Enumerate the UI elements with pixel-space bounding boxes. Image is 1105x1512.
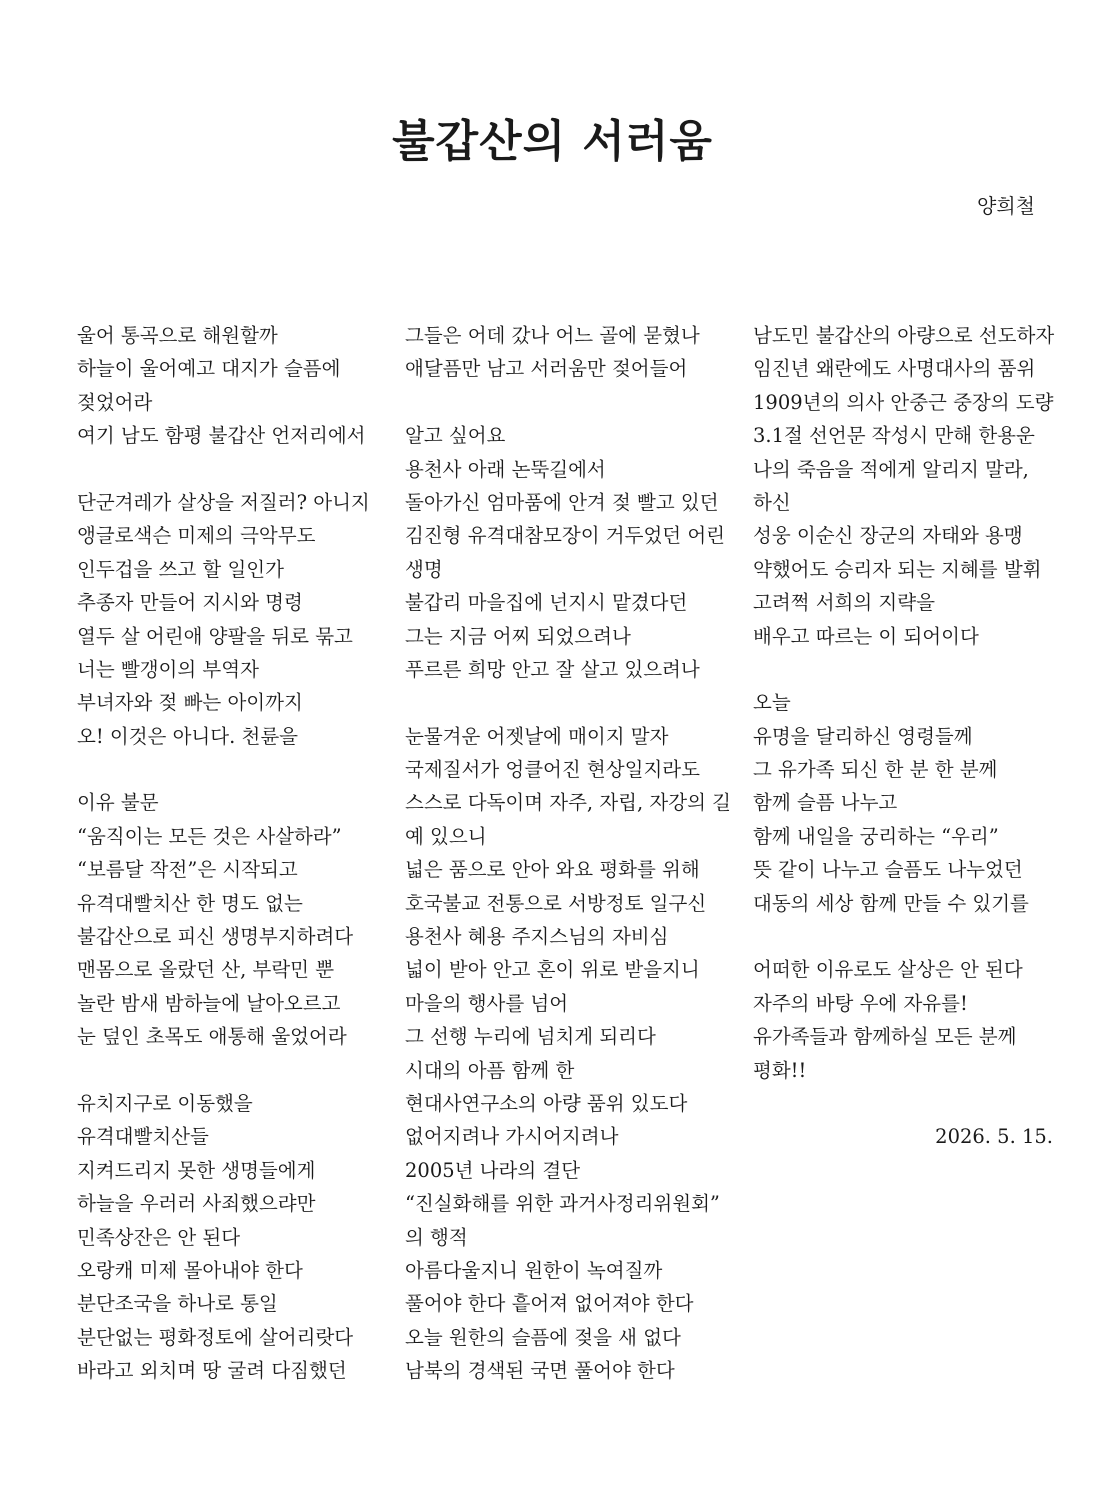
poem-line: 그 유가족 되신 한 분 한 분께 (753, 758, 998, 782)
poem-line: 하신 (753, 490, 791, 514)
poem-line (753, 1087, 1053, 1120)
poem-line (77, 1054, 370, 1087)
poem-line: 호국불교 전통으로 서방정토 일구신 (405, 891, 707, 915)
poem-line: 단군겨레가 살상을 저질러? 아니지 (77, 490, 370, 514)
poem-column-2 (405, 319, 731, 1388)
poem-line: 불갑산으로 피신 생명부지하려다 (77, 925, 354, 949)
poem-line: 함께 슬픔 나누고 (753, 791, 898, 815)
poem-line: 그들은 어데 갔나 어느 골에 묻혔나 (405, 324, 700, 347)
poem-line: 김진형 유격대참모장이 거두었던 어린 (405, 524, 725, 548)
poem-line: 맨몸으로 올랐던 산, 부락민 뿐 (77, 958, 335, 982)
poem-line: 국제질서가 엉클어진 현상일지라도 (405, 758, 700, 782)
poem-line: 하늘을 우러러 사죄했으랴만 (77, 1192, 316, 1216)
poem-line: 용천사 혜용 주지스님의 자비심 (405, 925, 669, 949)
poem-line: 분단없는 평화정토에 살어리랏다 (77, 1325, 354, 1349)
poem-line: 유격대빨치산 한 명도 없는 (77, 891, 303, 915)
poem-line: 이유 불문 (77, 791, 159, 815)
poem-line: 넓이 받아 안고 혼이 위로 받을지니 (405, 958, 700, 982)
poem-line: 약했어도 승리자 되는 지혜를 발휘 (753, 557, 1042, 581)
poem-line: 자주의 바탕 우에 자유를! (753, 991, 968, 1015)
poem-line (753, 920, 1053, 953)
poem-line: 마을의 행사를 넘어 (405, 991, 569, 1015)
poem-line: 예 있으니 (405, 824, 487, 848)
poem-line: 뜻 같이 나누고 슬픔도 나누었던 (753, 858, 1023, 882)
poem-line: 없어지려나 가시어지려나 (405, 1125, 619, 1149)
poem-column-1 (77, 319, 370, 1388)
poem-line: 눈물겨운 어젯날에 매이지 말자 (405, 724, 669, 748)
poem-line: 바라고 외치며 땅 굴려 다짐했던 (77, 1359, 347, 1383)
poem-line: 오! 이것은 아니다. 천륜을 (77, 724, 299, 748)
poem-line: 2005년 나라의 결단 (405, 1158, 581, 1182)
poem-line: 지켜드리지 못한 생명들에게 (77, 1158, 316, 1182)
poem-line: 유치지구로 이동했을 (77, 1091, 253, 1115)
poem-title: 불갑산의 서러움 (392, 116, 713, 167)
poem-line: 스스로 다독이며 자주, 자립, 자강의 길 (405, 791, 731, 815)
poem-line: 애달픔만 남고 서러움만 젖어들어 (405, 357, 688, 381)
poem-line: 놀란 밤새 밤하늘에 날아오르고 (77, 991, 341, 1015)
poem-line: 분단조국을 하나로 통일 (77, 1292, 278, 1316)
poem-line: 고려쩍 서희의 지략을 (753, 591, 935, 615)
poem-line: 오늘 원한의 슬픔에 젖을 새 없다 (405, 1325, 681, 1349)
poem-line: 용천사 아래 논뚝길에서 (405, 457, 606, 481)
poem-line: 현대사연구소의 아량 품위 있도다 (405, 1091, 688, 1115)
poem-line: 알고 싶어요 (405, 424, 506, 448)
poem-line: 젖었어라 (77, 390, 153, 414)
poem-line: 그 선행 누리에 넘치게 되리다 (405, 1025, 656, 1049)
poem-line: 여기 남도 함평 불갑산 언저리에서 (77, 424, 366, 448)
poem-line: 열두 살 어린애 양팔을 뒤로 묶고 (77, 624, 353, 648)
poem-line: 나의 죽음을 적에게 알리지 말라, (753, 457, 1029, 481)
poem-line: 3.1절 선언문 작성시 만해 한용운 (753, 424, 1035, 448)
poem-line: 유가족들과 함께하실 모든 분께 (753, 1025, 1017, 1049)
poem-column-3 (753, 319, 1053, 1154)
poem-line: 하늘이 울어예고 대지가 슬픔에 (77, 357, 341, 381)
poem-line: 앵글로색슨 미제의 극악무도 (77, 524, 316, 548)
poem-line: 인두겁을 쓰고 할 일인가 (77, 557, 284, 581)
poem-line: “보름달 작전”은 시작되고 (77, 858, 298, 882)
poem-line: 오늘 (753, 691, 791, 715)
poem-line: 평화!! (753, 1058, 807, 1082)
poem-line: 성웅 이순신 장군의 자태와 용맹 (753, 524, 1023, 548)
poem-line: “움직이는 모든 것은 사살하라” (77, 824, 342, 848)
poem-line (77, 453, 370, 486)
poem-line: 유명을 달리하신 영령들께 (753, 724, 973, 748)
poem-line: 너는 빨갱이의 부역자 (77, 657, 259, 681)
poem-line: 오랑캐 미제 몰아내야 한다 (77, 1258, 303, 1282)
poem-line (77, 753, 370, 786)
poem-line: 남도민 불갑산의 아량으로 선도하자 (753, 324, 1055, 347)
poem-line: 임진년 왜란에도 사명대사의 품위 (753, 357, 1036, 381)
poem-line: 대동의 세상 함께 만들 수 있기를 (753, 891, 1029, 915)
poem-line: 그는 지금 어찌 되었으려나 (405, 624, 631, 648)
poem-line: 유격대빨치산들 (77, 1125, 209, 1149)
poem-line (753, 653, 1053, 686)
poem-line: 추종자 만들어 지시와 명령 (77, 591, 303, 615)
poem-line: 울어 통곡으로 해원할까 (77, 324, 278, 347)
poem-line: 아름다울지니 원한이 녹여질까 (405, 1258, 663, 1282)
poem-line: 배우고 따르는 이 되어이다 (753, 624, 979, 648)
poem-line: 함께 내일을 궁리하는 “우리” (753, 824, 999, 848)
poem-line: 민족상잔은 안 된다 (77, 1225, 241, 1249)
poem-date: 2026. 5. 15. (935, 1125, 1053, 1149)
poem-line (405, 386, 731, 419)
poem-line (405, 686, 731, 719)
poem-line: 넓은 품으로 안아 와요 평화를 위해 (405, 858, 700, 882)
poem-line: 돌아가신 엄마품에 안겨 젖 빨고 있던 (405, 490, 719, 514)
poem-line: 눈 덮인 초목도 애통해 울었어라 (77, 1025, 347, 1049)
poem-line: 풀어야 한다 흩어져 없어져야 한다 (405, 1292, 694, 1316)
poem-line: 시대의 아픔 함께 한 (405, 1058, 575, 1082)
poem-line: 불갑리 마을집에 넌지시 맡겼다던 (405, 591, 688, 615)
poem-line: “진실화해를 위한 과거사정리위원회” (405, 1192, 720, 1216)
poem-line: 의 행적 (405, 1225, 468, 1249)
poem-line: 생명 (405, 557, 443, 581)
poem-line: 어떠한 이유로도 살상은 안 된다 (753, 958, 1023, 982)
poem-author: 양희철 (977, 194, 1035, 218)
poem-line: 부녀자와 젖 빠는 아이까지 (77, 691, 303, 715)
poem-line: 남북의 경색된 국면 풀어야 한다 (405, 1359, 675, 1383)
poem-line: 푸르른 희망 안고 잘 살고 있으려나 (405, 657, 700, 681)
poem-line: 1909년의 의사 안중근 중장의 도량 (753, 390, 1054, 414)
